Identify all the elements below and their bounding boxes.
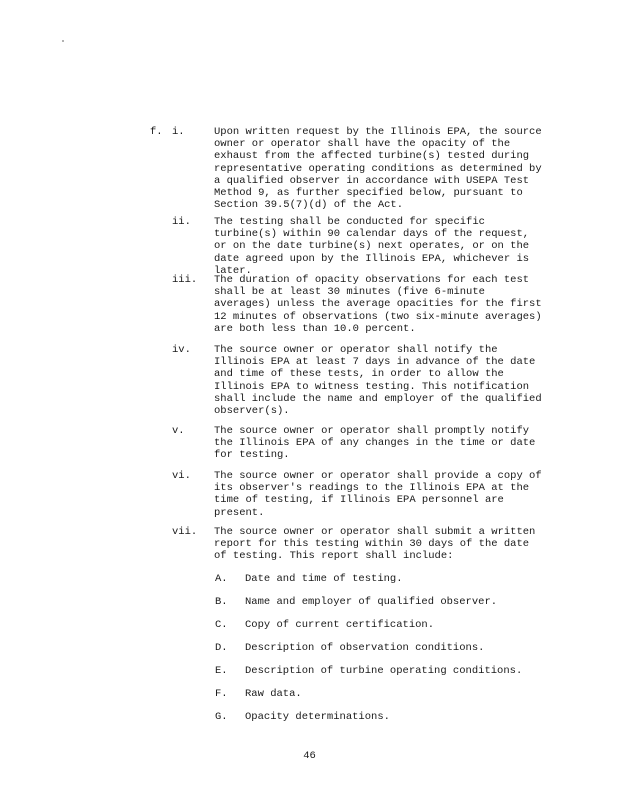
sub-item-letter: C. (215, 619, 228, 631)
sub-item-text: Name and employer of qualified observer. (245, 596, 498, 608)
item-text: The duration of opacity observations for each test shall be at least 30 minutes (five 6-minute averages) unless the average opacities for the first 12 minutes of observations (two six-minute averages) are both less than 10.0 percent. (214, 274, 542, 335)
item-number: i. (172, 126, 185, 138)
sub-item-letter: A. (215, 573, 228, 585)
sub-item-text: Copy of current certification. (245, 619, 435, 631)
sub-item-text: Raw data. (245, 688, 302, 700)
sub-item-letter: F. (215, 688, 228, 700)
item-number: iii. (172, 274, 198, 286)
section-letter: f. (150, 126, 163, 138)
item-text: The source owner or operator shall submit a written report for this testing within 30 days of the date of testing. This report shall include: (214, 526, 536, 563)
sub-item-text: Opacity determinations. (245, 711, 390, 723)
scan-speck (62, 40, 64, 42)
sub-item-text: Date and time of testing. (245, 573, 403, 585)
page-number: 46 (303, 750, 316, 762)
item-number: vii. (172, 526, 198, 538)
sub-item-text: Description of observation conditions. (245, 642, 485, 654)
item-number: iv. (172, 344, 191, 356)
item-number: v. (172, 425, 185, 437)
sub-item-letter: D. (215, 642, 228, 654)
item-number: ii. (172, 216, 191, 228)
item-text: The source owner or operator shall notify the Illinois EPA at least 7 days in advance of the date and time of these tests, in order to allow the Illinois EPA to witness testing. This notification shall include the name and employer of the qualified observer(s). (214, 344, 542, 418)
item-text: The source owner or operator shall promptly notify the Illinois EPA of any changes in the time or date for testing. (214, 425, 536, 462)
sub-item-letter: E. (215, 665, 228, 677)
item-text: The source owner or operator shall provide a copy of its observer's readings to the Illinois EPA at the time of testing, if Illinois EPA personnel are present. (214, 470, 542, 519)
item-text: Upon written request by the Illinois EPA, the source owner or operator shall have the opacity of the exhaust from the affected turbine(s) tested during representative operating conditions as determined by a qualified observer in accordance with USEPA Test Method 9, as further specified below, pursuant to Section 39.5(7)(d) of the Act. (214, 126, 542, 212)
item-text: The testing shall be conducted for specific turbine(s) within 90 calendar days of the request, or on the date turbine(s) next operates, or on the date agreed upon by the Illinois EPA, whichever is later. (214, 216, 530, 277)
item-number: vi. (172, 470, 191, 482)
sub-item-letter: G. (215, 711, 228, 723)
sub-item-letter: B. (215, 596, 228, 608)
sub-item-text: Description of turbine operating conditions. (245, 665, 523, 677)
